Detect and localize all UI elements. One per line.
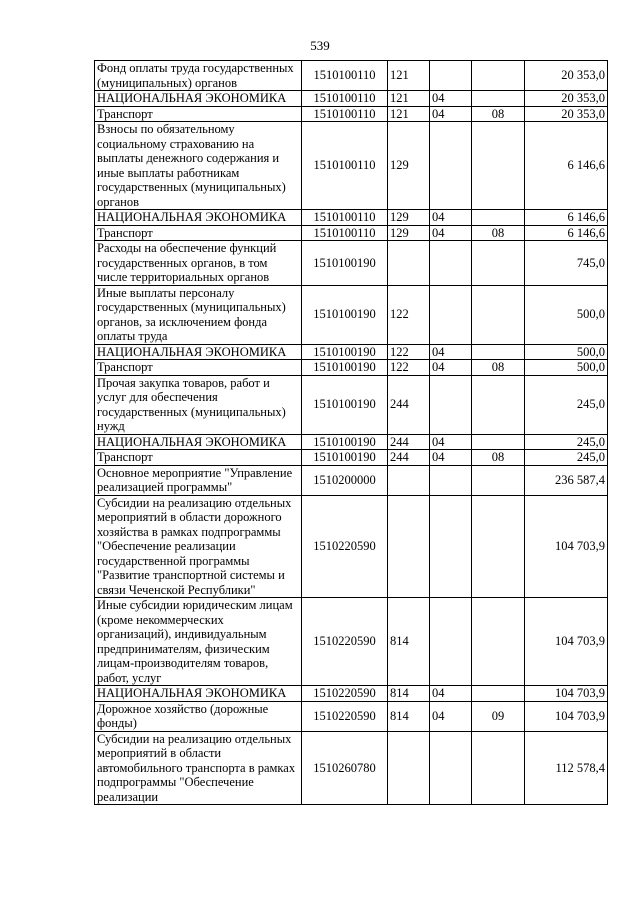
row-amount-cell: 6 146,6	[525, 122, 608, 210]
row-name-cell: НАЦИОНАЛЬНАЯ ЭКОНОМИКА	[95, 210, 302, 226]
row-amount-cell: 500,0	[525, 360, 608, 376]
row-target-article-cell: 1510100110	[302, 225, 388, 241]
row-subsection-cell: 08	[472, 450, 525, 466]
row-target-article-cell: 1510100190	[302, 344, 388, 360]
row-section-cell: 04	[430, 701, 472, 731]
row-subsection-cell	[472, 495, 525, 598]
row-amount-cell: 20 353,0	[525, 91, 608, 107]
row-target-article-cell: 1510100110	[302, 61, 388, 91]
row-subsection-cell	[472, 434, 525, 450]
table-row	[95, 701, 608, 731]
table-row	[95, 225, 608, 241]
row-subsection-cell: 08	[472, 360, 525, 376]
row-target-article-cell: 1510100110	[302, 106, 388, 122]
row-section-cell: 04	[430, 106, 472, 122]
row-expense-type-cell	[388, 241, 430, 286]
table-row	[95, 91, 608, 107]
row-section-cell	[430, 375, 472, 434]
table-row	[95, 434, 608, 450]
row-subsection-cell	[472, 598, 525, 686]
row-target-article-cell: 1510100190	[302, 285, 388, 344]
row-target-article-cell: 1510100190	[302, 375, 388, 434]
row-name-cell: Транспорт	[95, 450, 302, 466]
row-subsection-cell	[472, 91, 525, 107]
budget-table-body	[95, 61, 608, 805]
row-section-cell: 04	[430, 210, 472, 226]
table-row	[95, 465, 608, 495]
row-target-article-cell: 1510220590	[302, 495, 388, 598]
row-amount-cell: 745,0	[525, 241, 608, 286]
row-expense-type-cell	[388, 495, 430, 598]
row-subsection-cell	[472, 122, 525, 210]
row-subsection-cell	[472, 344, 525, 360]
row-name-cell: НАЦИОНАЛЬНАЯ ЭКОНОМИКА	[95, 344, 302, 360]
row-expense-type-cell: 129	[388, 122, 430, 210]
row-name-cell: Транспорт	[95, 360, 302, 376]
table-row	[95, 598, 608, 686]
row-amount-cell: 20 353,0	[525, 61, 608, 91]
row-name-cell: Субсидии на реализацию отдельных мероприятий в области автомобильного транспорта в рамках подпрограммы "Обеспечение реализации	[95, 731, 302, 805]
row-amount-cell: 6 146,6	[525, 210, 608, 226]
row-amount-cell: 104 703,9	[525, 686, 608, 702]
row-expense-type-cell	[388, 731, 430, 805]
row-name-cell: НАЦИОНАЛЬНАЯ ЭКОНОМИКА	[95, 434, 302, 450]
row-section-cell	[430, 241, 472, 286]
row-subsection-cell	[472, 61, 525, 91]
row-amount-cell: 245,0	[525, 375, 608, 434]
row-expense-type-cell: 814	[388, 598, 430, 686]
row-section-cell	[430, 598, 472, 686]
row-target-article-cell: 1510260780	[302, 731, 388, 805]
table-row	[95, 241, 608, 286]
row-expense-type-cell: 122	[388, 344, 430, 360]
row-name-cell: Транспорт	[95, 225, 302, 241]
row-expense-type-cell: 814	[388, 686, 430, 702]
table-row	[95, 61, 608, 91]
row-target-article-cell: 1510200000	[302, 465, 388, 495]
row-name-cell: Транспорт	[95, 106, 302, 122]
row-expense-type-cell: 244	[388, 375, 430, 434]
row-section-cell	[430, 122, 472, 210]
table-row	[95, 495, 608, 598]
row-name-cell: Субсидии на реализацию отдельных мероприятий в области дорожного хозяйства в рамках подпрограммы "Обеспечение реализации государственной программы "Развитие транспортной системы и связи Чеченской Республики"	[95, 495, 302, 598]
table-row	[95, 344, 608, 360]
row-subsection-cell	[472, 210, 525, 226]
row-subsection-cell	[472, 731, 525, 805]
row-section-cell	[430, 61, 472, 91]
row-target-article-cell: 1510100110	[302, 210, 388, 226]
row-subsection-cell	[472, 375, 525, 434]
row-target-article-cell: 1510220590	[302, 701, 388, 731]
budget-table	[94, 60, 608, 805]
row-name-cell: НАЦИОНАЛЬНАЯ ЭКОНОМИКА	[95, 91, 302, 107]
row-target-article-cell: 1510220590	[302, 598, 388, 686]
row-amount-cell: 245,0	[525, 434, 608, 450]
row-name-cell: Иные выплаты персоналу государственных (муниципальных) органов, за исключением фонда оплаты труда	[95, 285, 302, 344]
row-section-cell: 04	[430, 360, 472, 376]
row-expense-type-cell: 121	[388, 61, 430, 91]
table-row	[95, 122, 608, 210]
row-section-cell	[430, 495, 472, 598]
row-amount-cell: 236 587,4	[525, 465, 608, 495]
row-section-cell: 04	[430, 344, 472, 360]
row-name-cell: Дорожное хозяйство (дорожные фонды)	[95, 701, 302, 731]
table-row	[95, 360, 608, 376]
row-amount-cell: 500,0	[525, 285, 608, 344]
row-amount-cell: 104 703,9	[525, 495, 608, 598]
row-expense-type-cell: 121	[388, 106, 430, 122]
row-section-cell: 04	[430, 434, 472, 450]
row-subsection-cell	[472, 241, 525, 286]
row-expense-type-cell: 122	[388, 360, 430, 376]
table-row	[95, 686, 608, 702]
row-expense-type-cell: 129	[388, 210, 430, 226]
table-row	[95, 285, 608, 344]
row-section-cell: 04	[430, 686, 472, 702]
row-expense-type-cell: 129	[388, 225, 430, 241]
row-amount-cell: 500,0	[525, 344, 608, 360]
row-target-article-cell: 1510100110	[302, 122, 388, 210]
row-expense-type-cell: 121	[388, 91, 430, 107]
row-target-article-cell: 1510100190	[302, 450, 388, 466]
row-name-cell: Расходы на обеспечение функций государственных органов, в том числе территориальных органов	[95, 241, 302, 286]
row-section-cell: 04	[430, 450, 472, 466]
row-section-cell: 04	[430, 225, 472, 241]
row-subsection-cell	[472, 686, 525, 702]
row-subsection-cell: 08	[472, 225, 525, 241]
row-section-cell	[430, 285, 472, 344]
row-name-cell: Фонд оплаты труда государственных (муниципальных) органов	[95, 61, 302, 91]
row-target-article-cell: 1510100190	[302, 360, 388, 376]
row-expense-type-cell: 244	[388, 434, 430, 450]
row-name-cell: НАЦИОНАЛЬНАЯ ЭКОНОМИКА	[95, 686, 302, 702]
row-subsection-cell: 08	[472, 106, 525, 122]
row-subsection-cell: 09	[472, 701, 525, 731]
row-section-cell: 04	[430, 91, 472, 107]
row-subsection-cell	[472, 285, 525, 344]
row-target-article-cell: 1510220590	[302, 686, 388, 702]
row-target-article-cell: 1510100110	[302, 91, 388, 107]
row-section-cell	[430, 465, 472, 495]
row-amount-cell: 104 703,9	[525, 598, 608, 686]
table-row	[95, 375, 608, 434]
table-row	[95, 731, 608, 805]
row-expense-type-cell	[388, 465, 430, 495]
row-amount-cell: 6 146,6	[525, 225, 608, 241]
row-name-cell: Основное мероприятие "Управление реализацией программы"	[95, 465, 302, 495]
row-name-cell: Прочая закупка товаров, работ и услуг для обеспечения государственных (муниципальных) нужд	[95, 375, 302, 434]
row-target-article-cell: 1510100190	[302, 241, 388, 286]
row-expense-type-cell: 814	[388, 701, 430, 731]
row-target-article-cell: 1510100190	[302, 434, 388, 450]
row-section-cell	[430, 731, 472, 805]
row-expense-type-cell: 244	[388, 450, 430, 466]
page-number: 539	[310, 38, 330, 53]
row-amount-cell: 20 353,0	[525, 106, 608, 122]
table-row	[95, 450, 608, 466]
row-amount-cell: 245,0	[525, 450, 608, 466]
row-amount-cell: 112 578,4	[525, 731, 608, 805]
table-row	[95, 106, 608, 122]
row-expense-type-cell: 122	[388, 285, 430, 344]
row-name-cell: Иные субсидии юридическим лицам (кроме некоммерческих организаций), индивидуальным предпринимателям, физическим лицам-производителям товаров, работ, услуг	[95, 598, 302, 686]
table-row	[95, 210, 608, 226]
row-subsection-cell	[472, 465, 525, 495]
row-amount-cell: 104 703,9	[525, 701, 608, 731]
row-name-cell: Взносы по обязательному социальному страхованию на выплаты денежного содержания и иные выплаты работникам государственных (муниципальных) органов	[95, 122, 302, 210]
